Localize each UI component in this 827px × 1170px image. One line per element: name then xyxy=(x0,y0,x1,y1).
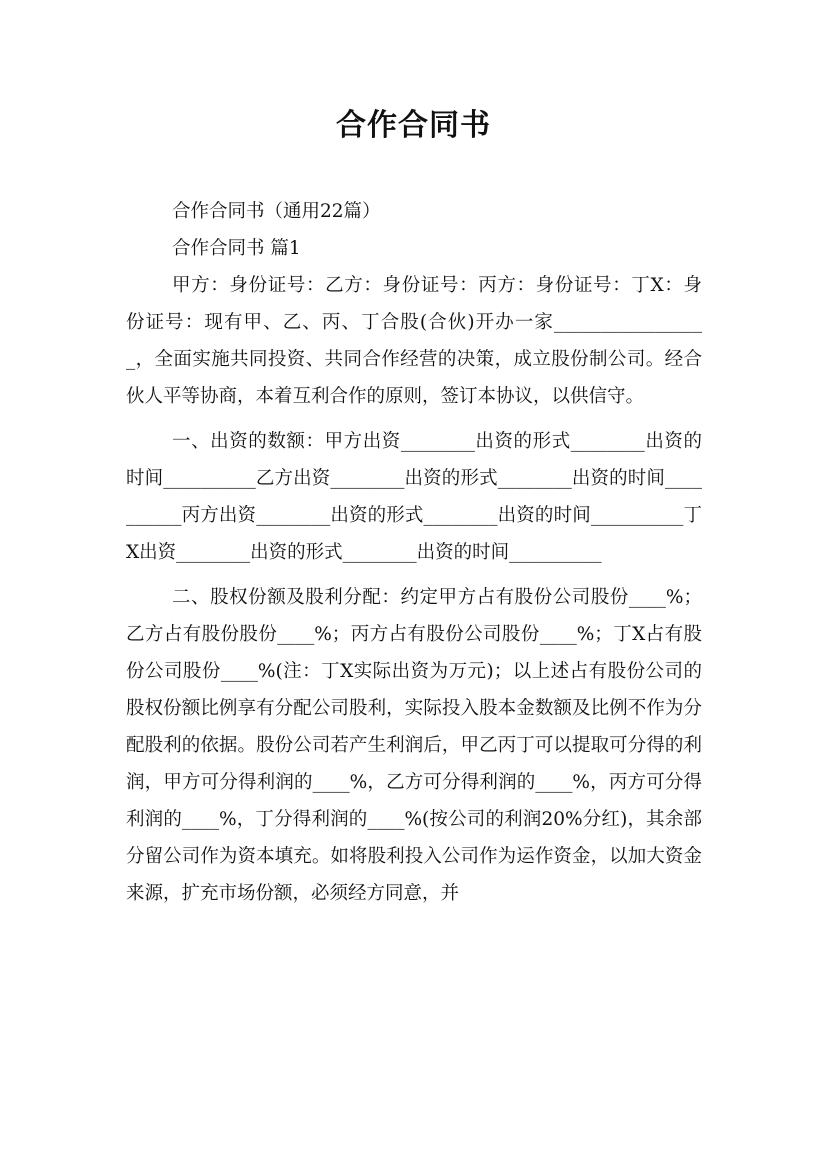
document-body xyxy=(126,193,702,912)
subtitle-paragraph: 合作合同书（通用22篇） xyxy=(172,201,381,222)
parties-paragraph: 甲方：身份证号：乙方：身份证号：丙方：身份证号：丁X：身份证号：现有甲、乙、丙、丁合股(合伙)开办一家_________________，全面实施共同投资、共同合作经营的决策，成立股份制公司。经合伙人平等协商，本着互利合作的原则，签订本协议，以供信守。 xyxy=(126,275,702,407)
document-title: 合作合同书 xyxy=(336,108,491,143)
capital-contribution-paragraph: 一、出资的数额：甲方出资________出资的形式________出资的时间__________乙方出资________出资的形式________出资的时间__________丙方出资________出资的形式________出资的时间__________丁X出资________出资的形式________出资的时间__________ xyxy=(126,431,702,563)
equity-distribution-paragraph: 二、股权份额及股利分配：约定甲方占有股份公司股份____%；乙方占有股份股份____%；丙方占有股份公司股份____%；丁X占有股份公司股份____%(注：丁X实际出资为万元)；以上述占有股份公司的股权份额比例享有分配公司股利，实际投入股本金数额及比例不作为分配股利的依据。股份公司若产生利润后，甲乙丙丁可以提取可分得的利润，甲方可分得利润的____%，乙方可分得利润的____%，丙方可分得利润的____%，丁分得利润的____%(按公司的利润20%分红)，其余部分留公司作为资本填充。如将股利投入公司作为运作资金，以加大资金来源，扩充市场份额，必须经方同意，并 xyxy=(126,587,702,904)
section-heading-paragraph: 合作合同书 篇1 xyxy=(172,238,301,259)
